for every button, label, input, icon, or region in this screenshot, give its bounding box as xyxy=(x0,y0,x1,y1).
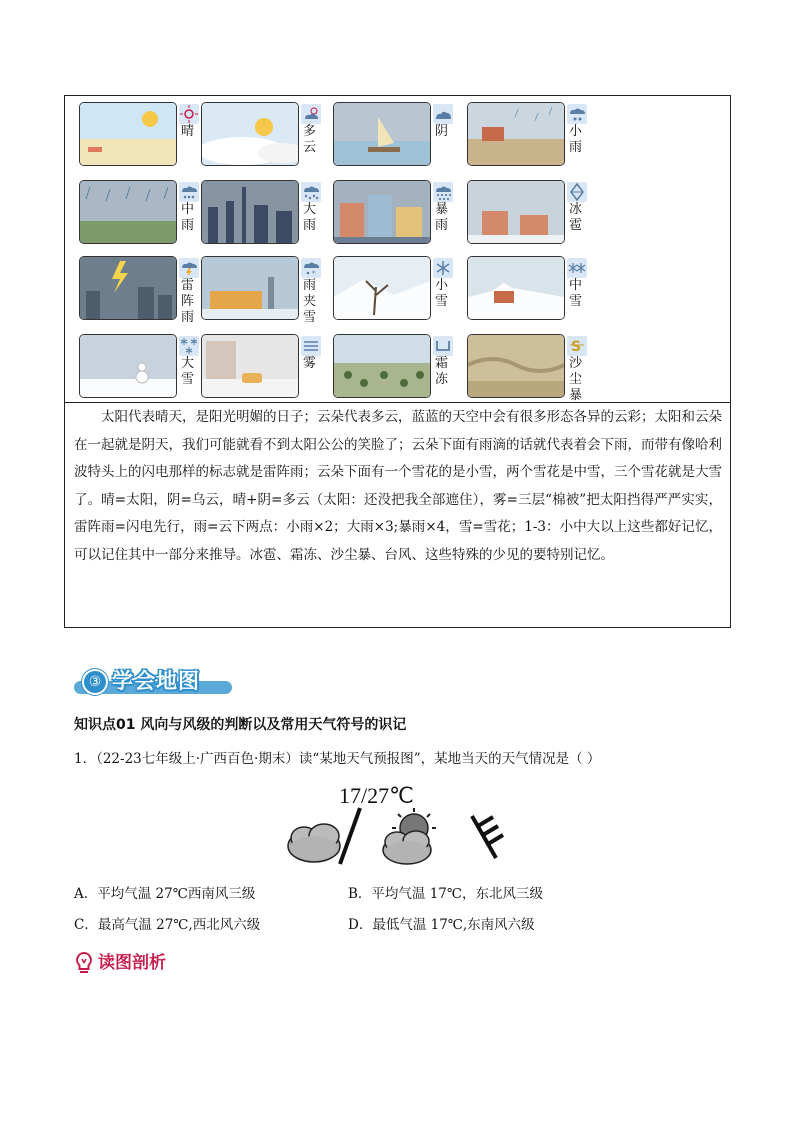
weather-cell xyxy=(467,180,597,248)
section-number: ③ xyxy=(82,669,108,695)
weather-cell xyxy=(333,256,463,324)
fog-symbol-icon xyxy=(301,336,321,356)
sun-cloud-icon xyxy=(383,808,436,864)
separator-slash xyxy=(340,808,360,864)
weather-cell xyxy=(79,180,209,248)
option-c[interactable]: C．最高气温 27℃,西北风六级 xyxy=(74,917,261,933)
svg-text:*: * xyxy=(312,270,316,278)
sun-cloud-symbol-icon xyxy=(301,104,321,124)
moderate-snow-icon xyxy=(467,256,565,320)
thunderstorm-icon xyxy=(79,256,177,320)
rainstorm-icon xyxy=(333,180,431,244)
weather-cell xyxy=(79,334,209,402)
weather-label: 霜冻 xyxy=(435,356,449,387)
heavy-snow-icon xyxy=(79,334,177,398)
hail-icon xyxy=(467,180,565,244)
option-b[interactable]: B．平均气温 17℃，东北风三级 xyxy=(348,886,543,902)
table-divider xyxy=(65,402,730,403)
weather-cell xyxy=(333,102,463,170)
weather-cell xyxy=(79,256,209,324)
reading-analysis-label: 读图剖析 xyxy=(98,953,166,973)
question-text: 1．（22-23七年级上·广西百色·期末）读“某地天气预报图”，某地当天的天气情况是（ ） xyxy=(74,751,601,767)
fog-icon xyxy=(201,334,299,398)
light-rain-icon xyxy=(467,102,565,166)
option-d[interactable]: D．最低气温 17℃,东南风六级 xyxy=(348,917,535,933)
reading-analysis-heading xyxy=(74,948,166,975)
frost-icon xyxy=(333,334,431,398)
weather-cell xyxy=(467,334,597,402)
weather-cell xyxy=(467,102,597,170)
heavy-rain-icon xyxy=(201,180,299,244)
hail-symbol-icon xyxy=(567,182,587,202)
weather-label: 多云 xyxy=(303,124,317,155)
heavy-rain-symbol-icon xyxy=(301,182,321,202)
sandstorm-icon xyxy=(467,334,565,398)
heavy-snow-symbol-icon xyxy=(179,336,199,356)
sleet-symbol-icon xyxy=(301,258,321,278)
weather-forecast-symbols xyxy=(282,806,512,876)
weather-label: 冰雹 xyxy=(569,202,583,233)
moderate-rain-symbol-icon xyxy=(179,182,199,202)
weather-label: 大雪 xyxy=(181,356,195,387)
svg-text:S: S xyxy=(571,339,582,355)
weather-label: 小雪 xyxy=(435,278,449,309)
temperature-label: 17/27℃ xyxy=(339,783,414,808)
thunderstorm-symbol-icon xyxy=(179,258,199,278)
cloud-symbol-icon xyxy=(433,104,453,124)
weather-cell xyxy=(201,256,331,324)
weather-cell xyxy=(79,102,209,170)
cloud-icon xyxy=(288,824,340,862)
sun-symbol-icon xyxy=(179,104,199,124)
knowledge-point-heading: 知识点01 风向与风级的判断以及常用天气符号的识记 xyxy=(74,717,407,733)
weather-label: 阴 xyxy=(435,124,449,139)
section-title: 学会地图 xyxy=(112,669,200,693)
weather-label: 沙尘暴 xyxy=(569,356,583,403)
weather-cell xyxy=(333,334,463,402)
moderate-rain-icon xyxy=(79,180,177,244)
lightbulb-icon xyxy=(74,951,94,975)
sleet-icon xyxy=(201,256,299,320)
frost-symbol-icon xyxy=(433,336,453,356)
weather-label: 暴雨 xyxy=(435,202,449,233)
sunny-icon xyxy=(79,102,177,166)
weather-cell xyxy=(201,102,331,170)
weather-label: 小雨 xyxy=(569,124,583,155)
wind-barb-icon xyxy=(472,816,503,858)
weather-cell xyxy=(467,256,597,324)
explanation-paragraph: 太阳代表晴天，是阳光明媚的日子；云朵代表多云，蓝蓝的天空中会有很多形态各异的云彩；太阳和云朵在一起就是阴天，我们可能就看不到太阳公公的笑脸了；云朵下面有雨滴的话就代表着会下雨，而带有像哈利波特头上的闪电那样的标志就是雷阵雨；云朵下面有一个雪花的是小雪，两个雪花是中雪，三个雪花就是大雪了。晴=太阳，阴=乌云，晴+阴=多云（太阳：还没把我全部遮住），雾=三层“棉被”把太阳挡得严严实实，雷阵雨=闪电先行，雨=云下两点：小雨×2；大雨×3;暴雨×4，雪=雪花；1-3：小中大以上这些都好记忆，可以记住其中一部分来推导。冰雹、霜冻、沙尘暴、台风、这些特殊的少见的要特别记忆。 xyxy=(74,409,722,563)
cloudy-icon xyxy=(201,102,299,166)
light-snow-symbol-icon xyxy=(433,258,453,278)
rainstorm-symbol-icon xyxy=(433,182,453,202)
weather-cell xyxy=(201,334,331,402)
sandstorm-symbol-icon xyxy=(567,336,587,356)
weather-cell xyxy=(333,180,463,248)
overcast-icon xyxy=(333,102,431,166)
weather-label: 雾 xyxy=(303,356,317,371)
weather-label: 晴 xyxy=(181,124,195,139)
moderate-snow-symbol-icon xyxy=(567,258,587,278)
light-snow-icon xyxy=(333,256,431,320)
weather-label: 雨夹雪 xyxy=(303,278,317,325)
section-banner xyxy=(74,664,232,696)
light-rain-symbol-icon xyxy=(567,104,587,124)
weather-cell xyxy=(201,180,331,248)
option-a[interactable]: A．平均气温 27℃西南风三级 xyxy=(74,886,256,902)
weather-label: 中雨 xyxy=(181,202,195,233)
weather-label: 大雨 xyxy=(303,202,317,233)
weather-label: 中雪 xyxy=(569,278,583,309)
weather-label: 雷阵雨 xyxy=(181,278,195,325)
